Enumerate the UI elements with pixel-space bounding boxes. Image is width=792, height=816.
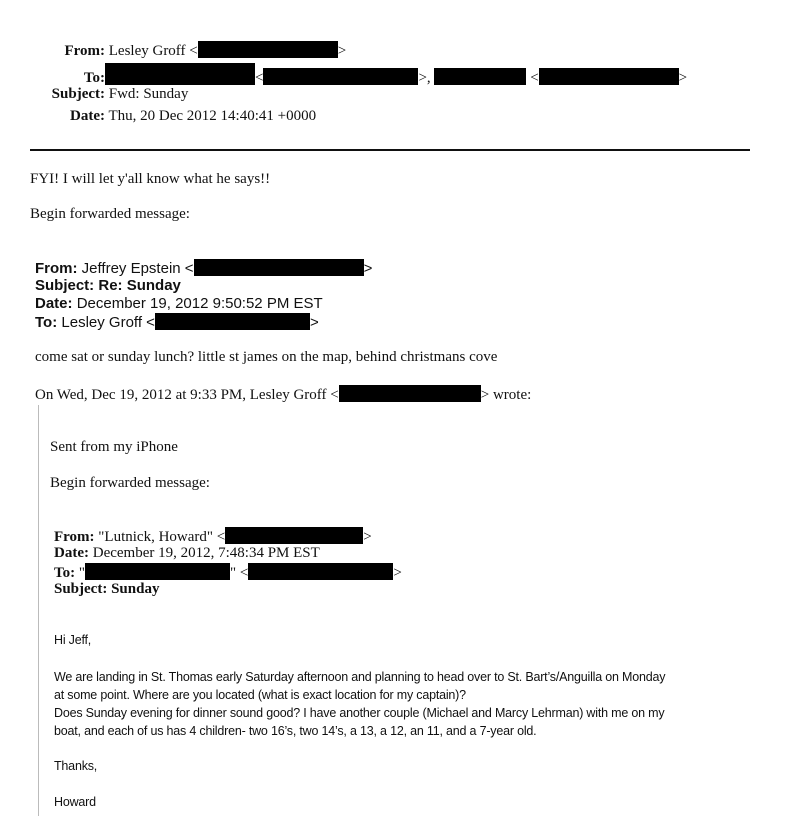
body-line: Does Sunday evening for dinner sound good? I have another couple (Michael and Marcy Lehrman) with me on my xyxy=(54,706,665,720)
body-line: FYI! I will let y'all know what he says!! xyxy=(30,171,271,187)
date-label: Date: xyxy=(35,295,73,312)
greeting: Hi Jeff, xyxy=(54,633,92,647)
from-label: From: xyxy=(35,260,78,277)
date-value: Thu, 20 Dec 2012 14:40:41 +0000 xyxy=(108,108,317,124)
fwd1-date-row xyxy=(35,295,323,312)
body-line: at some point. Where are you located (what is exact location for my captain)? xyxy=(54,688,466,702)
redaction xyxy=(248,563,393,580)
header-divider xyxy=(30,149,750,151)
date-value: December 19, 2012 9:50:52 PM EST xyxy=(76,295,323,312)
redaction xyxy=(263,68,418,85)
to-label: To: xyxy=(83,70,105,86)
fwd2-from-row: From: "Lutnick, Howard" < > xyxy=(54,529,372,545)
quote-intro-text: On Wed, Dec 19, 2012 at 9:33 PM, Lesley Groff xyxy=(35,387,327,403)
fwd2-subject-row xyxy=(54,581,159,598)
to-name: Lesley Groff xyxy=(61,314,142,331)
subject-label: Subject: xyxy=(54,581,108,597)
signature: Howard xyxy=(54,795,96,809)
outer-to-row: To: < >, < > xyxy=(0,63,687,87)
fwd1-to-row: To: Lesley Groff < > xyxy=(35,314,319,331)
sent-from: Sent from my iPhone xyxy=(50,439,178,455)
from-name: Jeffrey Epstein xyxy=(81,260,181,277)
from-name: Lesley Groff xyxy=(108,43,186,59)
to-label: To: xyxy=(54,565,76,581)
redaction xyxy=(194,259,364,276)
redaction xyxy=(225,527,363,544)
fwd1-from-row: From: Jeffrey Epstein < > xyxy=(35,260,373,277)
outer-subject-row xyxy=(0,86,188,103)
from-label: From: xyxy=(64,43,105,59)
from-label: From: xyxy=(54,529,95,545)
from-name: "Lutnick, Howard" xyxy=(98,529,214,545)
redaction xyxy=(155,313,310,330)
fwd2-to-row: To: " " < > xyxy=(54,565,402,581)
closing: Thanks, xyxy=(54,759,98,773)
quote-intro: On Wed, Dec 19, 2012 at 9:33 PM, Lesley Groff < > wrote: xyxy=(35,387,532,403)
subject-value: Sunday xyxy=(111,581,160,597)
quote-bar xyxy=(38,405,39,816)
outer-date-row xyxy=(0,108,316,125)
to-label: To: xyxy=(35,314,58,331)
body-line: We are landing in St. Thomas early Saturday afternoon and planning to head over to St. Bart’s/Anguilla on Monday xyxy=(54,670,666,684)
redaction xyxy=(434,68,526,85)
date-label: Date: xyxy=(54,545,89,561)
begin-forwarded: Begin forwarded message: xyxy=(30,206,190,222)
subject-label: Subject: xyxy=(51,86,105,102)
date-label: Date: xyxy=(70,108,105,124)
subject-value: Fwd: Sunday xyxy=(108,86,189,102)
date-value: December 19, 2012, 7:48:34 PM EST xyxy=(92,545,320,561)
redaction xyxy=(105,63,255,85)
fwd1-body: come sat or sunday lunch? little st james on the map, behind christmans cove xyxy=(35,349,498,365)
fwd1-subject-row xyxy=(35,277,181,294)
outer-from-row: From: Lesley Groff < > xyxy=(0,41,346,60)
redaction xyxy=(339,385,481,402)
subject-label: Subject: xyxy=(35,277,95,294)
subject-value: Re: Sunday xyxy=(98,277,181,294)
redaction xyxy=(85,563,230,580)
begin-forwarded: Begin forwarded message: xyxy=(50,475,210,491)
quote-intro-suffix: wrote: xyxy=(492,387,532,403)
fwd2-date-row xyxy=(54,545,320,562)
redaction xyxy=(539,68,679,85)
body-line: boat, and each of us has 4 children- two 16’s, two 14’s, a 13, a 12, an 11, and a 7-year old. xyxy=(54,724,537,738)
redaction xyxy=(198,41,338,58)
